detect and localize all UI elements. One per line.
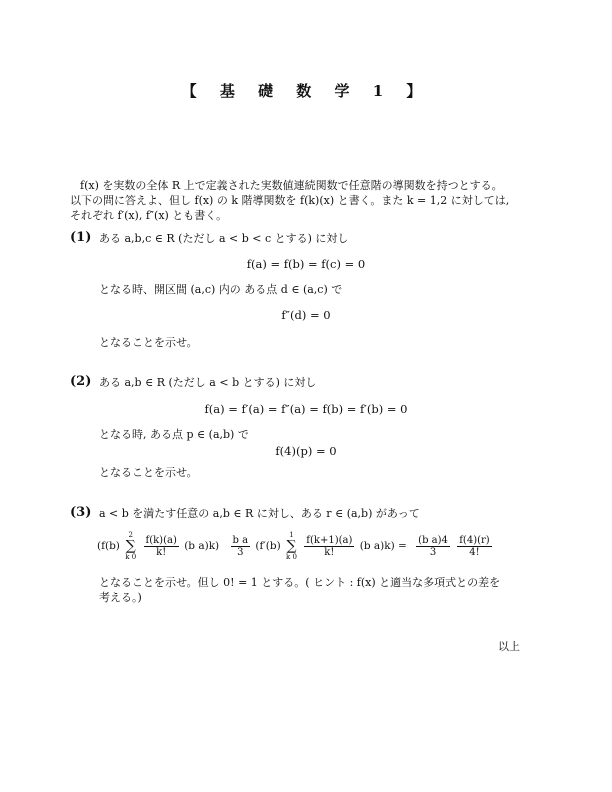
frac-3-den: k! xyxy=(324,546,335,558)
problem-1-mid: となる時、開区間 (a,c) 内の ある点 d ∈ (a,c) で xyxy=(99,283,343,296)
problem-3-number: (3) xyxy=(70,505,92,520)
intro-line-1: f(x) を実数の全体 R 上で定義された実数値連続関数で任意階の導関数を持つとする。 xyxy=(80,179,503,192)
problem-1-tail: となることを示せ。 xyxy=(99,336,198,349)
frac-1-num: f(k)(a) xyxy=(145,534,177,546)
sigma-2-icon: ∑ xyxy=(286,538,297,554)
sum-2-top: 1 xyxy=(289,531,294,539)
sum-1-bottom: k 0 xyxy=(125,553,137,561)
problem-3-lead: a < b を満たす任意の a,b ∈ R に対し、ある r ∈ (a,b) があって xyxy=(99,507,420,520)
eq-part-1: (f(b) xyxy=(97,540,120,552)
problem-2-lead: ある a,b ∈ R (ただし a < b とする) に対し xyxy=(99,376,317,389)
sigma-1-icon: ∑ xyxy=(125,538,136,554)
problem-2-equation-1: f(a) = f′(a) = f″(a) = f(b) = f′(b) = 0 xyxy=(204,402,408,416)
frac-4-num: (b a)4 xyxy=(418,534,448,546)
problem-2-tail: となることを示せ。 xyxy=(99,466,198,479)
end-mark: 以上 xyxy=(498,640,520,653)
problem-1-lead: ある a,b,c ∈ R (ただし a < b < c とする) に対し xyxy=(99,232,349,245)
problem-2-mid: となる時, ある点 p ∈ (a,b) で xyxy=(99,428,249,441)
eq-part-4: (b a)k) = xyxy=(359,540,407,552)
problem-2-number: (2) xyxy=(70,374,92,389)
frac-3 xyxy=(304,535,354,558)
problem-1-equation-1: f(a) = f(b) = f(c) = 0 xyxy=(246,257,366,271)
sum-2-bottom: k 0 xyxy=(286,553,297,561)
frac-5 xyxy=(457,535,491,558)
frac-2-num: b a xyxy=(232,534,249,546)
problem-3-tail-1: となることを示せ。但し 0! = 1 とする。( ヒント : f(x) と適当な多項式との差を xyxy=(99,576,501,589)
intro-line-2: 以下の問に答えよ、但し f(x) の k 階導関数を f(k)(x) と書く。また k = 1,2 に対しては, xyxy=(70,194,510,207)
intro-line-3: それぞれ f′(x), f″(x) とも書く。 xyxy=(70,209,228,222)
sum-2 xyxy=(286,531,297,561)
frac-5-num: f(4)(r) xyxy=(459,534,490,546)
frac-3-num: f(k+1)(a) xyxy=(306,534,353,546)
sum-1 xyxy=(125,531,136,561)
frac-2 xyxy=(231,535,251,558)
frac-4-den: 3 xyxy=(429,546,437,558)
frac-2-den: 3 xyxy=(237,546,244,558)
problem-3-equation xyxy=(97,531,494,561)
sum-1-top: 2 xyxy=(128,531,133,539)
problem-2-equation-2: f(4)(p) = 0 xyxy=(275,444,337,458)
problem-3-tail-2: 考える。) xyxy=(99,591,142,604)
page-title: 【 基 礎 数 学 1 】 xyxy=(181,82,431,100)
frac-5-den: 4! xyxy=(469,546,480,558)
eq-part-3: (f′(b) xyxy=(255,540,281,552)
problem-1-equation-2: f″(d) = 0 xyxy=(281,308,331,322)
eq-part-2: (b a)k) xyxy=(184,540,220,552)
frac-1-den: k! xyxy=(156,546,167,558)
frac-1 xyxy=(144,535,179,558)
frac-4 xyxy=(416,535,450,558)
problem-1-number: (1) xyxy=(70,230,92,245)
